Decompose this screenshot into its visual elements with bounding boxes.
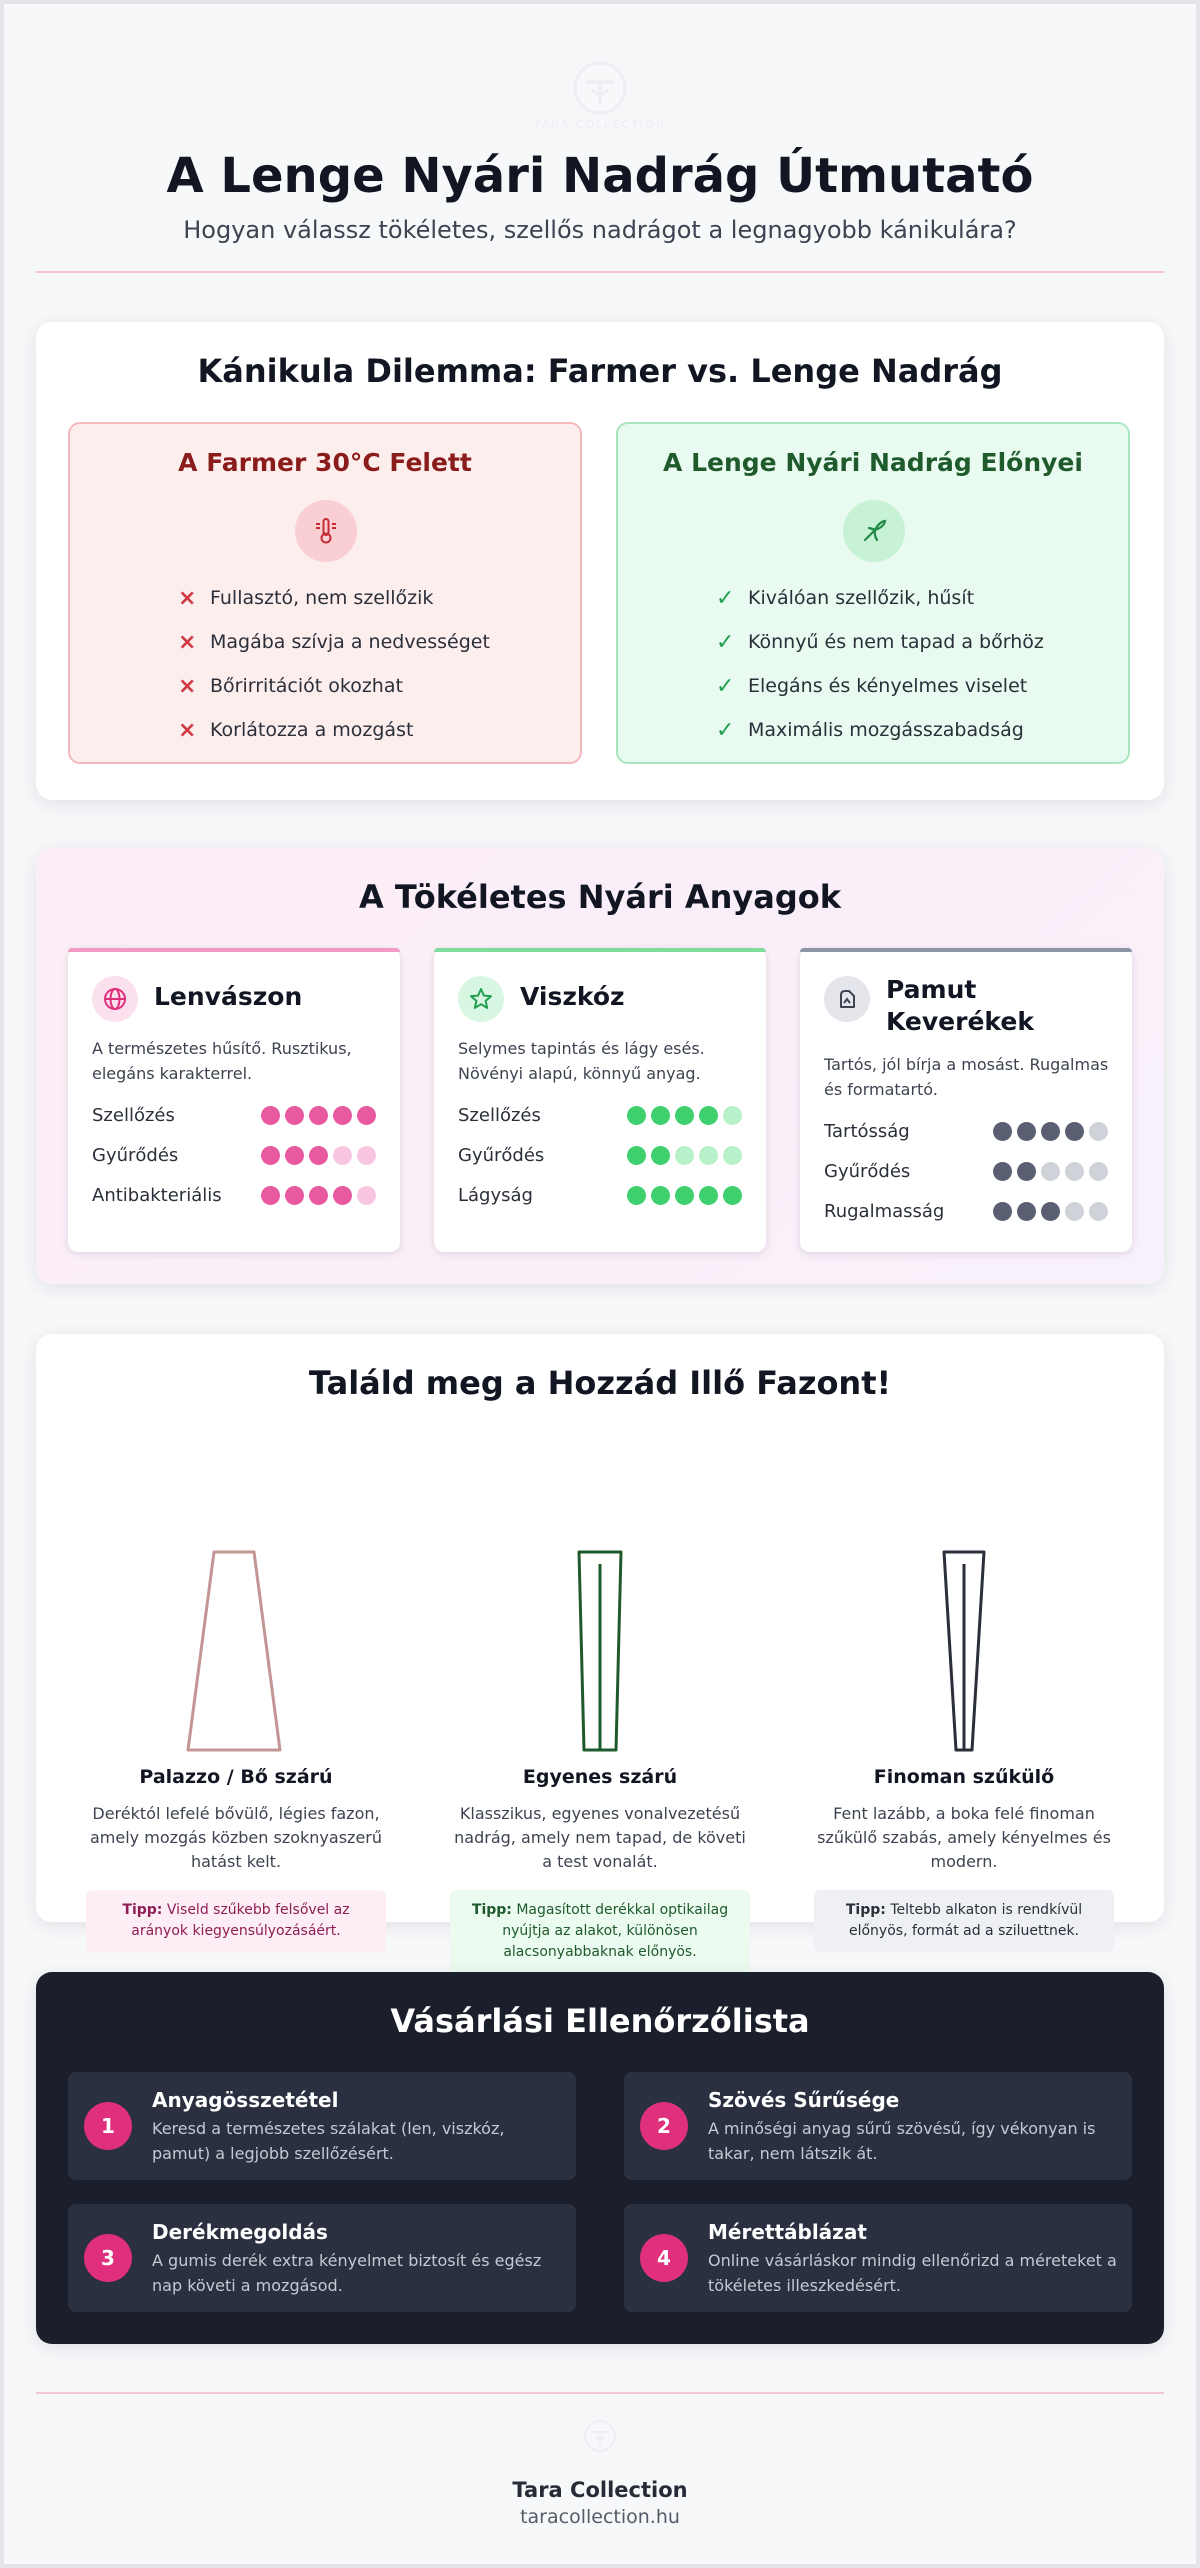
rating-row: Antibakteriális <box>92 1180 376 1210</box>
wind-icon <box>843 500 905 562</box>
list-item: ✓ Kiválóan szellőzik, hűsít <box>716 585 975 611</box>
rating-dot-empty <box>1089 1202 1108 1221</box>
footer-website-link[interactable]: taracollection.hu <box>520 2506 680 2528</box>
rating-dot-filled <box>309 1186 328 1205</box>
rating-dot-filled <box>333 1186 352 1205</box>
fit-name: Palazzo / Bő szárú <box>139 1766 333 1788</box>
list-item: ✓ Maximális mozgásszabadság <box>716 717 1024 743</box>
rating-dot-filled <box>1041 1202 1060 1221</box>
material-name: Pamut Keverékek <box>886 975 1034 1036</box>
rating-dot-filled <box>699 1186 718 1205</box>
list-item: × Bőrirritációt okozhat <box>178 673 403 699</box>
materials-title: A Tökéletes Nyári Anyagok <box>359 878 841 916</box>
lenge-panel-title: A Lenge Nyári Nadrág Előnyei <box>663 448 1083 477</box>
checklist-item-title: Szövés Sűrűsége <box>708 2088 900 2112</box>
checklist-title: Vásárlási Ellenőrzőlista <box>390 2002 810 2040</box>
list-item: × Fullasztó, nem szellőzik <box>178 585 434 611</box>
fit-tip: Tipp: Teltebb alkaton is rendkívül előnyös, formát ad a sziluettnek. <box>814 1890 1114 1952</box>
rating-dot-filled <box>285 1146 304 1165</box>
rating-dot-filled <box>261 1106 280 1125</box>
rating-dot-filled <box>1017 1122 1036 1141</box>
rating-dot-empty <box>1041 1162 1060 1181</box>
fits-section <box>36 1334 1164 1960</box>
checklist-item-desc: Keresd a természetes szálakat (len, viszkóz, pamut) a legjobb szellőzésért. <box>152 2119 505 2163</box>
brand-logo-icon <box>572 60 628 116</box>
rating-dots <box>627 1106 742 1125</box>
fit-name: Egyenes szárú <box>522 1766 678 1788</box>
card-accent <box>800 948 1132 952</box>
rating-dot-empty <box>1065 1202 1084 1221</box>
dilemma-title: Kánikula Dilemma: Farmer vs. Lenge Nadrág <box>197 352 1003 390</box>
lenge-panel <box>616 422 1130 764</box>
rating-dot-filled <box>627 1146 646 1165</box>
check-icon: ✓ <box>716 717 735 743</box>
material-name: Viszkóz <box>520 982 625 1011</box>
palazzo-silhouette-icon <box>86 1434 386 1754</box>
rating-dots <box>627 1186 742 1205</box>
list-item: ✓ Elegáns és kényelmes viselet <box>716 673 1028 699</box>
list-item: × Magába szívja a nedvességet <box>178 629 490 655</box>
checklist-item-title: Mérettáblázat <box>708 2220 867 2244</box>
rating-dot-filled <box>261 1186 280 1205</box>
rating-row: Gyűrődés <box>458 1140 742 1170</box>
rating-dot-filled <box>357 1106 376 1125</box>
fits-title: Találd meg a Hozzád Illő Fazont! <box>308 1364 892 1402</box>
rating-dots <box>261 1186 376 1205</box>
footer-brand: Tara Collection <box>512 2478 688 2502</box>
rating-dot-filled <box>1017 1202 1036 1221</box>
cross-icon: × <box>178 717 197 743</box>
rating-dot-filled <box>651 1186 670 1205</box>
rating-row: Szellőzés <box>92 1100 376 1130</box>
rating-dot-filled <box>993 1162 1012 1181</box>
rating-dots <box>627 1146 742 1165</box>
rating-dot-empty <box>1089 1162 1108 1181</box>
checklist-item-desc: A minőségi anyag sűrű szövésű, így vékonyan is takar, nem látszik át. <box>708 2119 1096 2163</box>
farmer-list <box>178 576 490 752</box>
rating-dot-empty <box>699 1146 718 1165</box>
step-number: 1 <box>84 2102 132 2150</box>
rating-dot-filled <box>993 1202 1012 1221</box>
rating-dot-filled <box>675 1106 694 1125</box>
rating-dot-empty <box>723 1146 742 1165</box>
fit-desc: Deréktól lefelé bővülő, légies fazon, amely mozgás közben szoknyaszerű hatást kelt. <box>90 1804 382 1871</box>
divider <box>36 271 1164 273</box>
dilemma-section <box>36 322 1164 800</box>
checklist-item-desc: Online vásárláskor mindig ellenőrizd a méreteket a tökéletes illeszkedésért. <box>708 2251 1117 2295</box>
rating-dot-empty <box>357 1186 376 1205</box>
rating-dot-empty <box>1089 1122 1108 1141</box>
rating-dots <box>261 1106 376 1125</box>
rating-dot-empty <box>1065 1162 1084 1181</box>
tapered-silhouette-icon <box>814 1434 1114 1754</box>
checklist-item <box>624 2204 1132 2312</box>
rating-dot-filled <box>993 1122 1012 1141</box>
step-number: 2 <box>640 2102 688 2150</box>
step-number: 3 <box>84 2234 132 2282</box>
globe-icon <box>92 976 138 1022</box>
material-card-pamut <box>800 948 1132 1252</box>
material-card-lenvaszon <box>68 948 400 1252</box>
fit-tip: Tipp: Magasított derékkal optikailag nyújtja az alakot, különösen alacsonyabbaknak előnyös. <box>450 1890 750 1973</box>
footer-divider <box>36 2392 1164 2394</box>
rating-dots <box>993 1122 1108 1141</box>
rating-dot-filled <box>627 1186 646 1205</box>
rating-dot-filled <box>285 1106 304 1125</box>
cotton-icon <box>824 976 870 1022</box>
cross-icon: × <box>178 673 197 699</box>
straight-silhouette-icon <box>450 1434 750 1754</box>
rating-dot-empty <box>357 1146 376 1165</box>
check-icon: ✓ <box>716 673 735 699</box>
cross-icon: × <box>178 585 197 611</box>
list-item: × Korlátozza a mozgást <box>178 717 414 743</box>
card-accent <box>434 948 766 952</box>
rating-dot-filled <box>627 1106 646 1125</box>
check-icon: ✓ <box>716 629 735 655</box>
fit-tip: Tipp: Viseld szűkebb felsővel az arányok kiegyensúlyozásáért. <box>86 1890 386 1952</box>
rating-dot-filled <box>651 1106 670 1125</box>
farmer-panel <box>68 422 582 764</box>
rating-dot-filled <box>261 1146 280 1165</box>
rating-dot-filled <box>651 1146 670 1165</box>
step-number: 4 <box>640 2234 688 2282</box>
material-name: Lenvászon <box>154 982 303 1011</box>
thermometer-icon <box>295 500 357 562</box>
page-title: A Lenge Nyári Nadrág Útmutató <box>166 148 1034 204</box>
check-icon: ✓ <box>716 585 735 611</box>
rating-row: Lágyság <box>458 1180 742 1210</box>
material-desc: A természetes hűsítő. Rusztikus, elegáns karakterrel. <box>92 1039 352 1083</box>
logo-wordmark: TARA COLLECTION <box>534 118 666 131</box>
cross-icon: × <box>178 629 197 655</box>
rating-dot-filled <box>699 1106 718 1125</box>
rating-dot-filled <box>333 1106 352 1125</box>
rating-dot-filled <box>1065 1122 1084 1141</box>
rating-dot-filled <box>1017 1162 1036 1181</box>
rating-dot-filled <box>675 1186 694 1205</box>
checklist-section <box>36 1972 1164 2344</box>
rating-dot-filled <box>723 1186 742 1205</box>
rating-dot-filled <box>309 1106 328 1125</box>
rating-row: Tartósság <box>824 1116 1108 1146</box>
fit-name: Finoman szűkülő <box>873 1766 1055 1788</box>
rating-dot-empty <box>333 1146 352 1165</box>
checklist-item-desc: A gumis derék extra kényelmet biztosít és egész nap követi a mozgásod. <box>152 2251 542 2295</box>
card-accent <box>68 948 400 952</box>
rating-row: Gyűrődés <box>92 1140 376 1170</box>
checklist-item-title: Anyagösszetétel <box>152 2088 339 2112</box>
farmer-panel-title: A Farmer 30°C Felett <box>178 448 472 477</box>
rating-dot-empty <box>723 1106 742 1125</box>
material-card-viszkoz <box>434 948 766 1252</box>
brand-logo-icon <box>582 2418 618 2454</box>
rating-dot-filled <box>285 1186 304 1205</box>
rating-dot-filled <box>309 1146 328 1165</box>
rating-dots <box>993 1202 1108 1221</box>
fit-desc: Klasszikus, egyenes vonalvezetésű nadrág, amely nem tapad, de követi a test vonalát. <box>454 1804 746 1871</box>
list-item: ✓ Könnyű és nem tapad a bőrhöz <box>716 629 1044 655</box>
rating-row: Rugalmasság <box>824 1196 1108 1226</box>
checklist-item <box>624 2072 1132 2180</box>
rating-dots <box>261 1146 376 1165</box>
lenge-list <box>716 576 1044 752</box>
star-icon <box>458 976 504 1022</box>
rating-dot-filled <box>1041 1122 1060 1141</box>
checklist-item <box>68 2204 576 2312</box>
checklist-item-title: Derékmegoldás <box>152 2220 328 2244</box>
checklist-item <box>68 2072 576 2180</box>
rating-row: Szellőzés <box>458 1100 742 1130</box>
page-subtitle: Hogyan válassz tökéletes, szellős nadrágot a legnagyobb kánikulára? <box>183 216 1017 244</box>
material-desc: Tartós, jól bírja a mosást. Rugalmas és formatartó. <box>824 1055 1109 1099</box>
material-desc: Selymes tapintás és lágy esés. Növényi alapú, könnyű anyag. <box>458 1039 705 1083</box>
fit-desc: Fent lazább, a boka felé finoman szűkülő szabás, amely kényelmes és modern. <box>817 1804 1111 1871</box>
materials-section <box>36 848 1164 1284</box>
rating-dot-empty <box>675 1146 694 1165</box>
rating-row: Gyűrődés <box>824 1156 1108 1186</box>
rating-dots <box>993 1162 1108 1181</box>
